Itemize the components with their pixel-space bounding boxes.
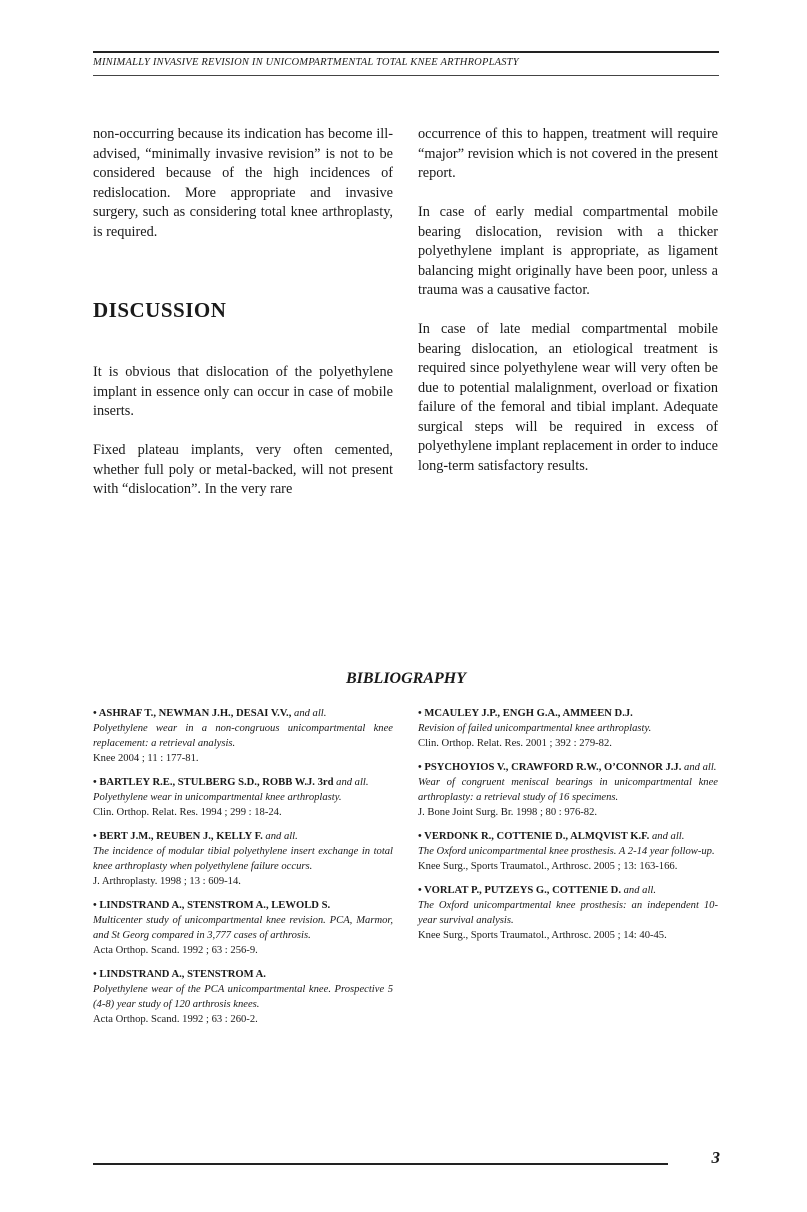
reference-title: The incidence of modular tibial polyethylene insert exchange in total knee arthroplasty when polyethylene failure occurs. bbox=[93, 846, 393, 872]
bibliography-left-column bbox=[93, 706, 393, 1036]
reference-authors: • BARTLEY R.E., STULBERG S.D., ROBB W.J. 3rd bbox=[93, 777, 334, 788]
reference-authors: • VERDONK R., COTTENIE D., ALMQVIST K.F. bbox=[418, 831, 650, 842]
reference-title: Multicenter study of unicompartmental knee revision. PCA, Marmor, and St Georg compared in 3,777 cases of arthrosis. bbox=[93, 915, 393, 941]
reference-item bbox=[93, 967, 393, 1027]
reference-etal: and all. bbox=[265, 831, 298, 842]
reference-source: J. Arthroplasty. 1998 ; 13 : 609-14. bbox=[93, 876, 241, 887]
reference-item bbox=[93, 775, 393, 820]
reference-source: Knee Surg., Sports Traumatol., Arthrosc. 2005 ; 13: 163-166. bbox=[418, 861, 678, 872]
reference-title: The Oxford unicompartmental knee prosthesis. A 2-14 year follow-up. bbox=[418, 846, 715, 857]
reference-authors: • PSYCHOYIOS V., CRAWFORD R.W., O’CONNOR J.J. bbox=[418, 762, 682, 773]
reference-authors: • LINDSTRAND A., STENSTROM A. bbox=[93, 969, 266, 980]
running-head: MINIMALLY INVASIVE REVISION IN UNICOMPARTMENTAL TOTAL KNEE ARTHROPLASTY bbox=[93, 57, 519, 68]
left-paragraph-2: It is obvious that dislocation of the polyethylene implant in essence only can occur in case of mobile inserts. bbox=[93, 364, 393, 419]
reference-etal: and all. bbox=[623, 885, 656, 896]
footer-rule bbox=[93, 1163, 668, 1165]
reference-source: J. Bone Joint Surg. Br. 1998 ; 80 : 976-82. bbox=[418, 807, 598, 818]
reference-etal: and all. bbox=[294, 708, 327, 719]
left-paragraph-1: non-occurring because its indication has become ill-advised, “minimally invasive revision” is not to be considered because of the high incidences of redislocation. More appropriate and invasive surgery, such as considering total knee arthroplasty, is required. bbox=[93, 126, 393, 240]
reference-title: The Oxford unicompartmental knee prosthesis: an independent 10-year survival analysis. bbox=[418, 900, 718, 926]
bibliography-right-column bbox=[418, 706, 718, 952]
reference-source: Knee Surg., Sports Traumatol., Arthrosc. 2005 ; 14: 40-45. bbox=[418, 930, 667, 941]
reference-source: Knee 2004 ; 11 : 177-81. bbox=[93, 753, 199, 764]
bibliography-title: BIBLIOGRAPHY bbox=[345, 670, 466, 687]
left-paragraph-3: Fixed plateau implants, very often cemented, whether full poly or metal-backed, will not present with “dislocation”. In the very rare bbox=[93, 442, 393, 497]
reference-item bbox=[93, 706, 393, 766]
reference-title: Revision of failed unicompartmental knee arthroplasty. bbox=[418, 723, 652, 734]
reference-source: Acta Orthop. Scand. 1992 ; 63 : 256-9. bbox=[93, 945, 258, 956]
right-paragraph-1: occurrence of this to happen, treatment will require “major” revision which is not covered in the present report. bbox=[418, 126, 718, 181]
reference-item bbox=[418, 829, 718, 874]
reference-source: Clin. Orthop. Relat. Res. 1994 ; 299 : 18-24. bbox=[93, 807, 282, 818]
reference-item bbox=[93, 898, 393, 958]
reference-title: Polyethylene wear of the PCA unicompartmental knee. Prospective 5 (4-8) year study of 120 arthrosis knees. bbox=[93, 984, 393, 1010]
reference-etal: and all. bbox=[651, 831, 685, 842]
reference-source: Clin. Orthop. Relat. Res. 2001 ; 392 : 279-82. bbox=[418, 738, 612, 749]
right-paragraph-2: In case of early medial compartmental mobile bearing dislocation, revision with a thicker polyethylene implant is appropriate, as ligament balancing might originally have been poor, unless a trauma was a causative factor. bbox=[418, 204, 718, 298]
reference-title: Polyethylene wear in unicompartmental knee arthroplasty. bbox=[93, 792, 342, 803]
reference-item bbox=[418, 883, 718, 943]
reference-title: Polyethylene wear in a non-congruous unicompartmental knee replacement: a retrieval analysis. bbox=[93, 723, 393, 749]
reference-source: Acta Orthop. Scand. 1992 ; 63 : 260-2. bbox=[93, 1014, 258, 1025]
reference-authors: • ASHRAF T., NEWMAN J.H., DESAI V.V., bbox=[93, 708, 292, 719]
reference-etal: and all. bbox=[336, 777, 369, 788]
header-rule-thin bbox=[93, 75, 719, 76]
reference-etal: and all. bbox=[684, 762, 717, 773]
header-rule-thick bbox=[93, 51, 719, 53]
page-number: 3 bbox=[711, 1148, 720, 1167]
discussion-heading: DISCUSSION bbox=[93, 298, 227, 322]
reference-authors: • VORLAT P., PUTZEYS G., COTTENIE D. bbox=[418, 885, 621, 896]
reference-authors: • LINDSTRAND A., STENSTROM A., LEWOLD S. bbox=[93, 900, 331, 911]
reference-authors: • BERT J.M., REUBEN J., KELLY F. bbox=[93, 831, 263, 842]
reference-item bbox=[93, 829, 393, 889]
reference-authors: • MCAULEY J.P., ENGH G.A., AMMEEN D.J. bbox=[418, 708, 633, 719]
right-text-column bbox=[418, 125, 718, 476]
reference-title: Wear of congruent meniscal bearings in unicompartmental knee arthroplasty: a retrieval study of 16 specimens. bbox=[418, 777, 718, 803]
left-text-column bbox=[93, 125, 393, 500]
reference-item bbox=[418, 760, 718, 820]
right-paragraph-3: In case of late medial compartmental mobile bearing dislocation, an etiological treatment is required since polyethylene wear will very often be due to potential malalignment, overload or fixation failure of the femoral and tibial implant. Adequate surgical steps will be required in excess of polyethylene implant replacement in order to induce long-term satisfactory results. bbox=[418, 321, 718, 474]
reference-item bbox=[418, 706, 718, 751]
